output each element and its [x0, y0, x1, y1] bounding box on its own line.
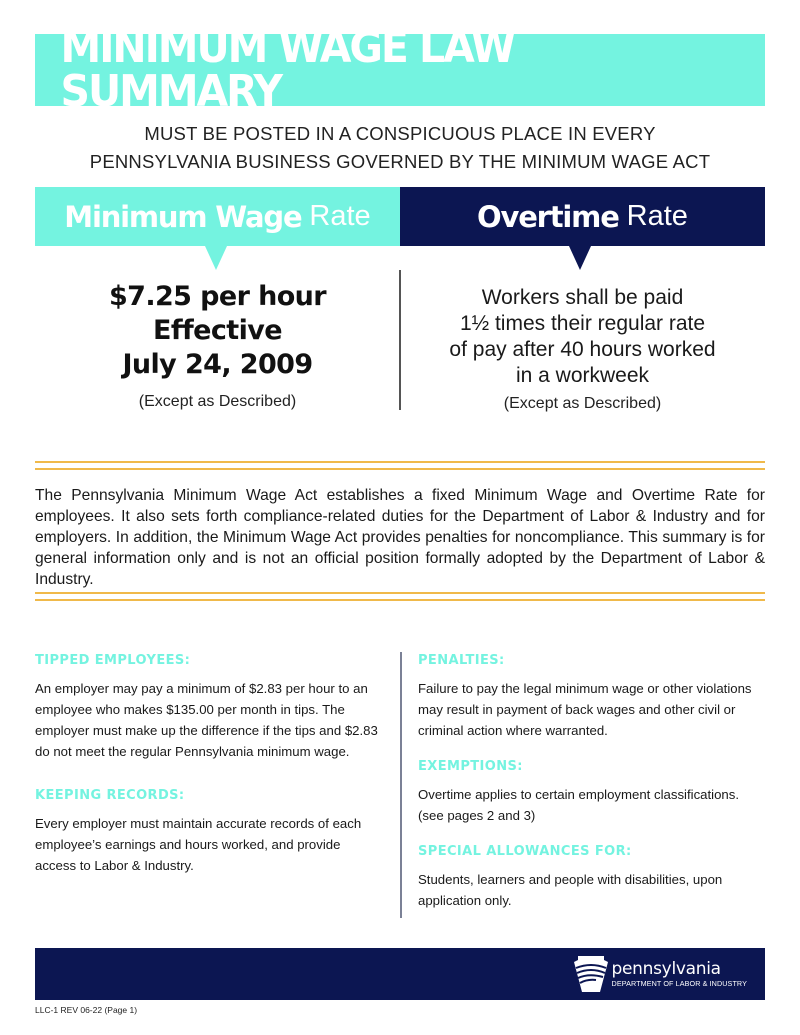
overtime-header-light: Rate — [626, 200, 688, 232]
gold-rule — [35, 468, 765, 470]
section-body: Failure to pay the legal minimum wage or other violations may result in payment of back wages and other civil or criminal action where warranted. — [418, 681, 752, 738]
page-title: MINIMUM WAGE LAW SUMMARY — [60, 22, 514, 117]
section-exemptions — [418, 759, 768, 826]
minimum-wage-date: July 24, 2009 — [122, 349, 313, 380]
overtime-line: 1½ times their regular rate — [459, 312, 706, 335]
overtime-header — [400, 187, 765, 246]
logo-department: DEPARTMENT OF LABOR & INDUSTRY — [611, 978, 747, 988]
section-heading: EXEMPTIONS: — [418, 759, 523, 774]
logo-name: pennsylvania — [611, 958, 721, 979]
form-code: LLC-1 REV 06-22 (Page 1) — [35, 1005, 138, 1015]
minimum-wage-effective: Effective — [153, 315, 282, 346]
posting-notice — [35, 120, 765, 176]
section-body: Every employer must maintain accurate records of each employee’s earnings and hours worked, and provide access to Labor & Industry. — [35, 816, 362, 873]
minimum-wage-pointer — [205, 246, 227, 270]
gold-rule — [35, 599, 765, 601]
section-heading: KEEPING RECORDS: — [35, 788, 185, 803]
overtime-header-strong: Overtime — [477, 199, 619, 234]
column-divider — [400, 652, 402, 918]
section-heading: TIPPED EMPLOYEES: — [35, 653, 191, 668]
section-keeping-records — [35, 788, 380, 876]
gold-rule — [35, 461, 765, 463]
gold-rule — [35, 592, 765, 594]
keystone-icon — [574, 956, 608, 992]
section-body: Overtime applies to certain employment classifications. (see pages 2 and 3) — [418, 787, 740, 823]
posting-notice-line: MUST BE POSTED IN A CONSPICUOUS PLACE IN EVERY — [144, 123, 656, 144]
title-banner — [35, 22, 765, 117]
overtime-body — [400, 285, 765, 413]
minimum-wage-note: (Except as Described) — [138, 393, 297, 410]
overtime-line: in a workweek — [515, 364, 650, 387]
minimum-wage-header-strong: Minimum Wage — [64, 199, 302, 234]
right-column — [418, 653, 768, 911]
footer-band — [35, 948, 765, 1000]
overtime-pointer — [569, 246, 591, 270]
logo-wordmark — [611, 958, 747, 988]
minimum-wage-header — [35, 187, 400, 246]
section-tipped-employees — [35, 653, 380, 762]
minimum-wage-body — [35, 280, 400, 411]
overtime-note: (Except as Described) — [503, 395, 662, 412]
overtime-line: Workers shall be paid — [481, 286, 684, 309]
section-heading: SPECIAL ALLOWANCES FOR: — [418, 844, 632, 859]
section-special-allowances — [418, 844, 768, 911]
left-column — [35, 653, 380, 876]
section-body: Students, learners and people with disabilities, upon application only. — [418, 872, 723, 908]
section-heading: PENALTIES: — [418, 653, 505, 668]
section-body: An employer may pay a minimum of $2.83 per hour to an employee who makes $135.00 per month in tips. The employer must make up the difference if the tips and $2.83 do not meet the regular Pennsylvania minimum wage. — [35, 681, 378, 759]
posting-notice-line: PENNSYLVANIA BUSINESS GOVERNED BY THE MINIMUM WAGE ACT — [89, 151, 711, 172]
intro-paragraph: The Pennsylvania Minimum Wage Act establishes a fixed Minimum Wage and Overtime Rate for employees. It also sets forth compliance-related duties for the Department of Labor & Industry and for employers. In addition, the Minimum Wage Act provides penalties for noncompliance. This summary is for general information only and is not an official position formally adopted by the Department of Labor & Industry. — [35, 487, 765, 588]
pa-labor-logo — [574, 956, 747, 992]
section-penalties — [418, 653, 768, 741]
minimum-wage-header-light: Rate — [309, 200, 371, 232]
overtime-line: of pay after 40 hours worked — [449, 338, 716, 361]
minimum-wage-amount: $7.25 per hour — [108, 281, 327, 312]
